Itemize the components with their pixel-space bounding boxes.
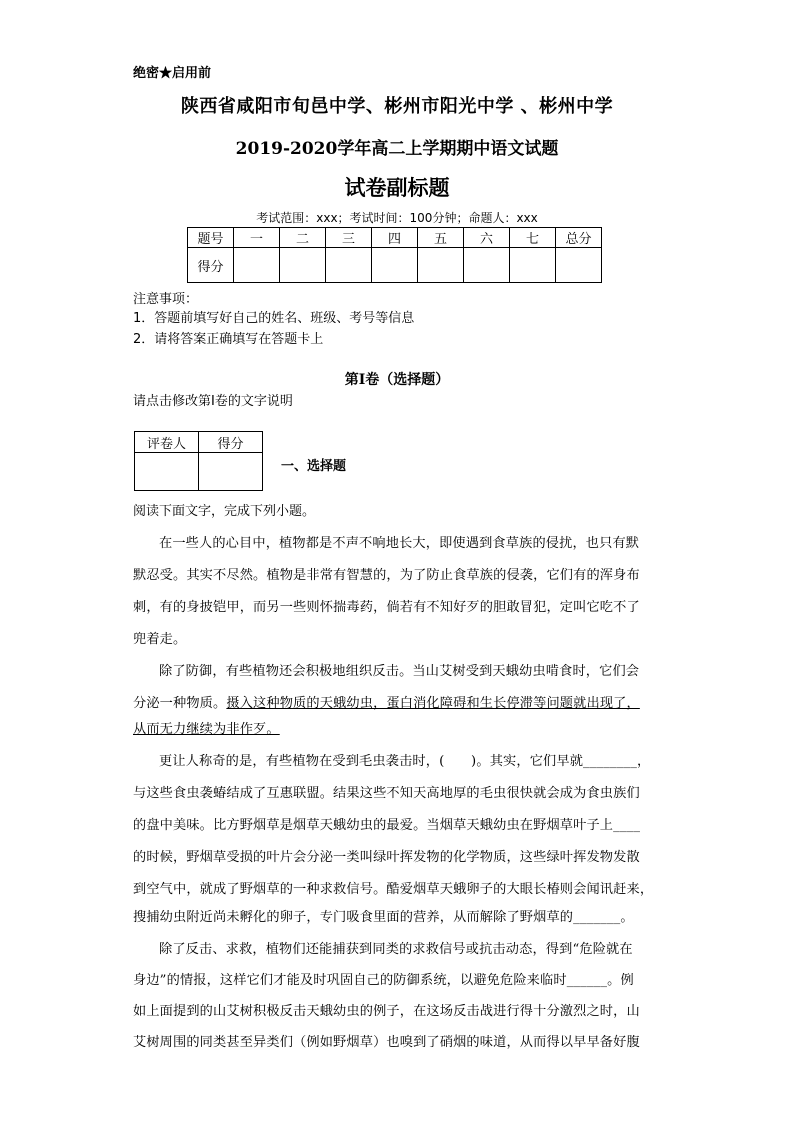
passage-line: 更让人称奇的是，有些植物在受到毛虫袭击时，( )。其实，它们早就________， xyxy=(159,754,651,769)
grader-score-label: 得分 xyxy=(199,432,263,453)
passage-line: 搜捕幼虫附近尚未孵化的卵子，专门吸食里面的营养，从而解除了野烟草的_______。 xyxy=(133,910,634,925)
passage-line: 兜着走。 xyxy=(133,632,187,647)
score-cell-header: 三 xyxy=(326,228,372,248)
passage-text: 分泌一种物质。 xyxy=(133,696,227,711)
grader-score-cell[interactable] xyxy=(199,453,263,491)
passage-line: 艾树周围的同类甚至异类们（例如野烟草）也嗅到了硝烟的味道，从而得以早早备好腹 xyxy=(133,1035,640,1050)
underlined-sentence: 从而无力继续为非作歹。 xyxy=(133,722,280,737)
score-cell-header: 五 xyxy=(418,228,464,248)
passage-line: 在一些人的心目中，植物都是不声不响地长大，即使遇到食草族的侵扰，也只有默 xyxy=(159,536,640,551)
score-entry-cell[interactable] xyxy=(556,248,602,283)
score-cell-header: 六 xyxy=(464,228,510,248)
score-table-score-row xyxy=(188,248,602,283)
passage-line: 刺，有的身披铠甲，而另一些则怀揣毒药，倘若有不知好歹的胆敢冒犯，定叫它吃不了 xyxy=(133,600,640,615)
passage-line: 的盘中美味。比方野烟草是烟草天蛾幼虫的最爱。当烟草天蛾幼虫在野烟草叶子上____ xyxy=(133,818,641,833)
score-cell-header: 二 xyxy=(280,228,326,248)
exam-info: 考试范围：xxx；考试时间：100分钟；命题人：xxx xyxy=(256,211,538,225)
section-title: 第I卷（选择题） xyxy=(344,372,450,388)
passage-line: 除了防御，有些植物还会积极地组织反击。当山艾树受到天蛾幼虫啃食时，它们会 xyxy=(159,664,640,679)
passage-line: 如上面提到的山艾树积极反击天蛾幼虫的例子，在这场反击战进行得十分激烈之时，山 xyxy=(133,1004,640,1019)
score-entry-cell[interactable] xyxy=(464,248,510,283)
passage-line: 身边”的情报，这样它们才能及时巩固自己的防御系统，以避免危险来临时______。例 xyxy=(133,973,634,988)
score-entry-cell[interactable] xyxy=(510,248,556,283)
notice-title: 注意事项： xyxy=(133,292,199,307)
score-cell-label: 题号 xyxy=(188,228,234,248)
section-note[interactable]: 请点击修改第I卷的文字说明 xyxy=(133,394,293,409)
passage-line: 与这些食虫袭蝽结成了互惠联盟。结果这些不知天高地厚的毛虫很快就会成为食虫族们 xyxy=(133,786,640,801)
passage-line: 到空气中，就成了野烟草的一种求救信号。酷爱烟草天蛾卵子的大眼长椿则会闻讯赶来， xyxy=(133,882,654,897)
score-table xyxy=(187,227,602,283)
grader-label: 评卷人 xyxy=(135,432,199,453)
exam-title-line1: 陕西省咸阳市旬邑中学、彬州市阳光中学 、彬州中学 xyxy=(180,96,614,117)
score-table-header-row xyxy=(188,228,602,248)
reading-instruction: 阅读下面文字，完成下列小题。 xyxy=(133,504,316,519)
passage-line xyxy=(133,692,663,711)
score-entry-cell[interactable] xyxy=(234,248,280,283)
score-entry-cell[interactable] xyxy=(418,248,464,283)
passage-line: 除了反击、求救，植物们还能捕获到同类的求救信号或抗击动态，得到“危险就在 xyxy=(159,942,633,957)
score-cell-header: 七 xyxy=(510,228,556,248)
exam-title-line2: 2019-2020学年高二上学期期中语文试题 xyxy=(235,139,559,159)
question-heading: 一、选择题 xyxy=(281,459,347,474)
exam-subtitle: 试卷副标题 xyxy=(344,175,450,200)
score-row-label: 得分 xyxy=(188,248,234,283)
score-entry-cell[interactable] xyxy=(372,248,418,283)
score-entry-cell[interactable] xyxy=(326,248,372,283)
confidential-mark: 绝密★启用前 xyxy=(133,66,212,81)
score-cell-header: 四 xyxy=(372,228,418,248)
passage-line: 默忍受。其实不尽然。植物是非常有智慧的，为了防止食草族的侵袭，它们有的浑身布 xyxy=(133,568,640,583)
passage-line: 的时候，野烟草受损的叶片会分泌一类叫绿叶挥发物的化学物质，这些绿叶挥发物发散 xyxy=(133,850,640,865)
underlined-sentence: 摄入这种物质的天蛾幼虫，蛋白消化障碍和生长停滞等问题就出现了， xyxy=(226,696,640,711)
grader-table xyxy=(134,431,263,491)
score-entry-cell[interactable] xyxy=(280,248,326,283)
score-cell-header: 一 xyxy=(234,228,280,248)
notice-item: 1．答题前填写好自己的姓名、班级、考号等信息 xyxy=(133,311,415,326)
score-cell-header: 总分 xyxy=(556,228,602,248)
notice-item: 2．请将答案正确填写在答题卡上 xyxy=(133,332,324,347)
grader-entry-cell[interactable] xyxy=(135,453,199,491)
